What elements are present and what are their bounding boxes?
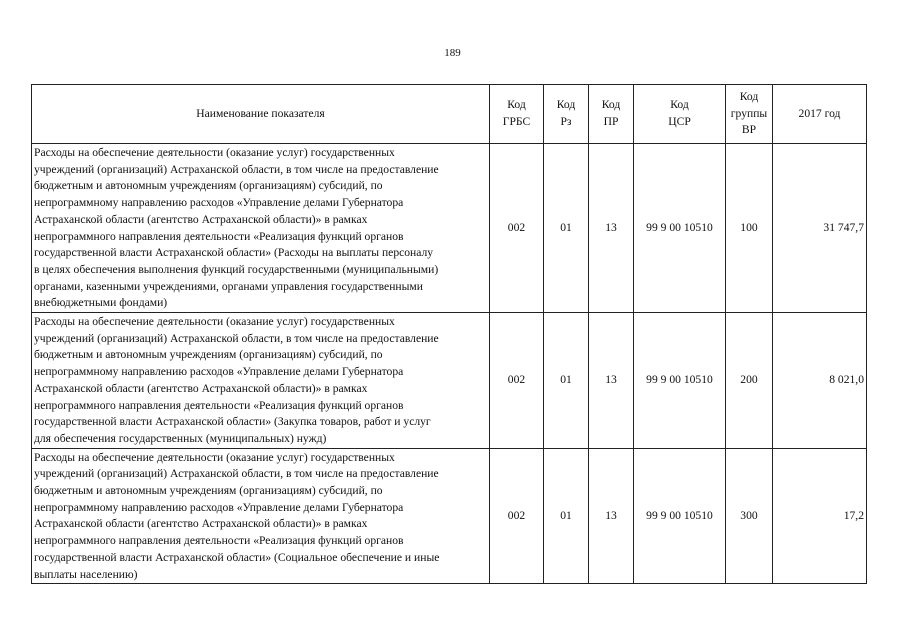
row-name-line: непрограммному направлению расходов «Управление делами Губернатора (34, 500, 404, 514)
row-name-line: государственной власти Астраханской области» (Социальное обеспечение и иные (34, 550, 440, 564)
row-amount: 17,2 (773, 448, 867, 584)
row-rz: 01 (544, 313, 589, 449)
row-name-line: бюджетным и автономным учреждениям (организациям) субсидий, по (34, 179, 383, 193)
row-name (32, 313, 490, 449)
row-name-line: для обеспечения государственных (муниципальных) нужд) (34, 431, 327, 445)
header-year: 2017 год (773, 85, 867, 144)
row-name-line: государственной власти Астраханской области» (Расходы на выплаты персоналу (34, 246, 434, 260)
row-vr: 300 (726, 448, 773, 584)
row-name (32, 448, 490, 584)
header-csr (634, 85, 726, 144)
row-name-line: бюджетным и автономным учреждениям (организациям) субсидий, по (34, 348, 383, 362)
row-amount: 31 747,7 (773, 144, 867, 313)
header-rz (544, 85, 589, 144)
row-name-line: Расходы на обеспечение деятельности (оказание услуг) государственных (34, 146, 395, 159)
row-name-line: непрограммному направлению расходов «Управление делами Губернатора (34, 365, 404, 379)
row-csr: 99 9 00 10510 (634, 144, 726, 313)
row-name-line: внебюджетными фондами) (34, 296, 168, 310)
header-vr-line: группы (730, 106, 768, 120)
row-name (32, 144, 490, 313)
row-name-line: Астраханской области (агентство Астраханской области)» в рамках (34, 212, 368, 226)
row-name-line: государственной власти Астраханской области» (Закупка товаров, работ и услуг (34, 415, 431, 429)
row-pr: 13 (589, 313, 634, 449)
row-pr: 13 (589, 144, 634, 313)
row-name-line: Астраханской области (агентство Астраханской области)» в рамках (34, 381, 368, 395)
row-name-line: непрограммного направления деятельности «Реализация функций органов (34, 534, 404, 548)
header-rz-line: Рз (560, 115, 572, 128)
row-csr: 99 9 00 10510 (634, 313, 726, 449)
row-csr: 99 9 00 10510 (634, 448, 726, 584)
row-name-line: непрограммному направлению расходов «Управление делами Губернатора (34, 196, 404, 210)
header-grbs (490, 85, 544, 144)
header-name: Наименование показателя (32, 85, 490, 144)
header-vr-line: Код (739, 89, 759, 103)
row-name-line: непрограммного направления деятельности «Реализация функций органов (34, 398, 404, 412)
header-csr-line: Код (670, 98, 689, 112)
header-csr-line: ЦСР (668, 115, 691, 128)
row-amount: 8 021,0 (773, 313, 867, 449)
row-vr: 100 (726, 144, 773, 313)
table-row (32, 313, 867, 449)
row-pr: 13 (589, 448, 634, 584)
table-body (32, 144, 867, 584)
row-grbs: 002 (490, 144, 544, 313)
row-name-line: учреждений (организаций) Астраханской области, в том числе на предоставление (34, 467, 439, 481)
header-vr (726, 85, 773, 144)
row-name-line: органами, казенными учреждениями, органами управления государственными (34, 279, 423, 293)
row-name-line: непрограммного направления деятельности «Реализация функций органов (34, 229, 404, 243)
row-vr: 200 (726, 313, 773, 449)
header-rz-line: Код (556, 98, 576, 112)
header-row (32, 85, 867, 144)
row-name-line: в целях обеспечения выполнения функций государственными (муниципальными) (34, 262, 439, 276)
header-grbs-line: ГРБС (502, 115, 531, 128)
page-number: 189 (444, 47, 461, 59)
row-rz: 01 (544, 448, 589, 584)
table-row (32, 448, 867, 584)
row-name-line: Расходы на обеспечение деятельности (оказание услуг) государственных (34, 450, 395, 464)
budget-table (31, 84, 867, 584)
row-name-line: учреждений (организаций) Астраханской области, в том числе на предоставление (34, 331, 439, 345)
row-name-line: бюджетным и автономным учреждениям (организациям) субсидий, по (34, 484, 383, 498)
header-pr-line: Код (601, 98, 621, 112)
row-grbs: 002 (490, 448, 544, 584)
header-pr-line: ПР (603, 115, 619, 128)
row-name-line: учреждений (организаций) Астраханской области, в том числе на предоставление (34, 162, 439, 176)
row-grbs: 002 (490, 313, 544, 449)
row-rz: 01 (544, 144, 589, 313)
row-name-line: Расходы на обеспечение деятельности (оказание услуг) государственных (34, 315, 395, 329)
row-name-line: Астраханской области (агентство Астраханской области)» в рамках (34, 517, 368, 531)
header-vr-line: ВР (741, 123, 757, 137)
header-grbs-line: Код (507, 98, 526, 112)
row-name-line: выплаты населению) (34, 567, 138, 581)
header-pr (589, 85, 634, 144)
table-row (32, 144, 867, 313)
